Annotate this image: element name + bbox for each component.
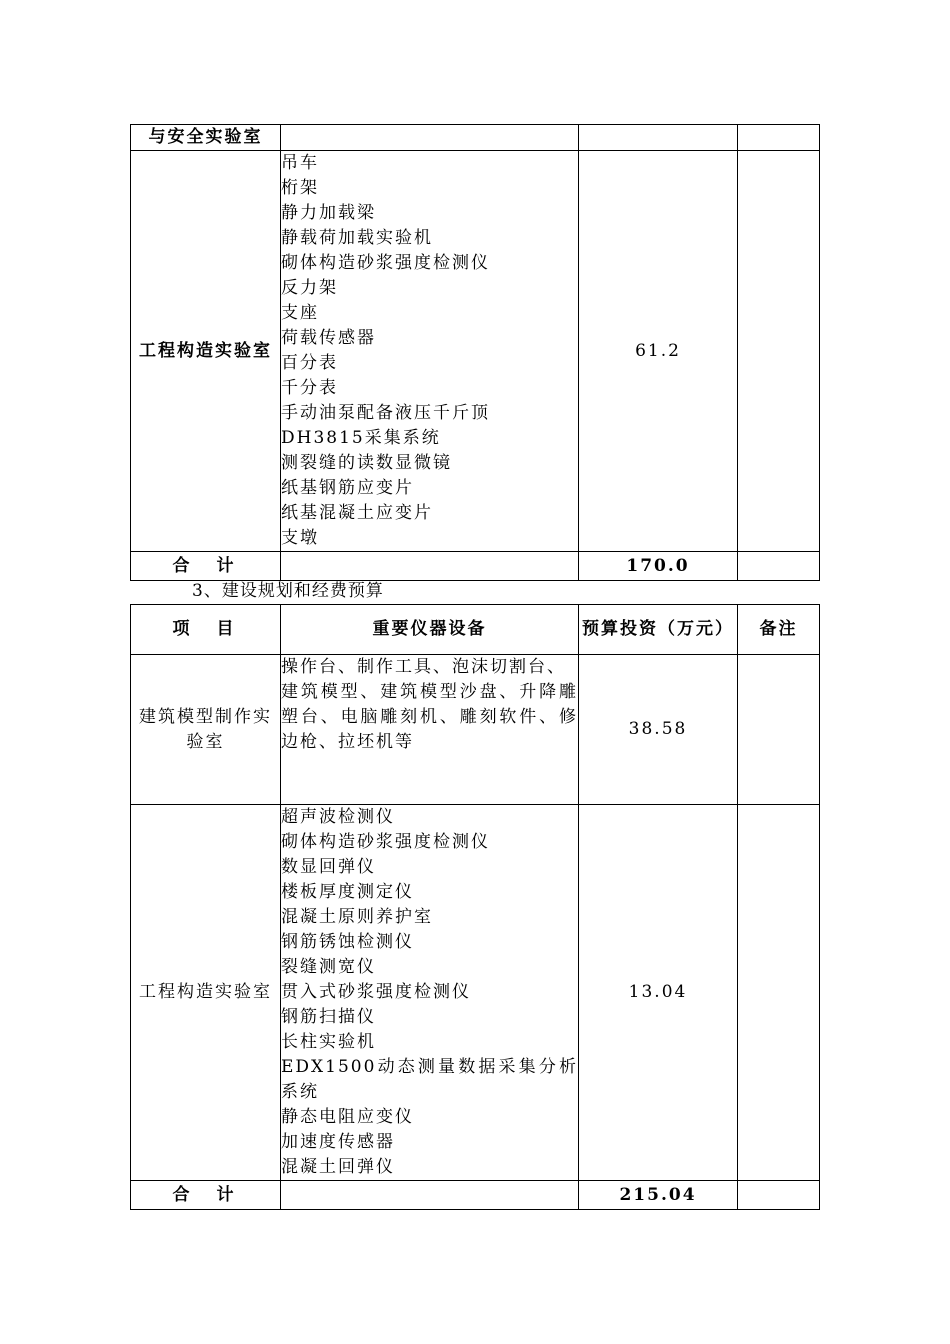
equipment-item: 吊车 bbox=[281, 153, 319, 173]
table-row bbox=[131, 805, 820, 1181]
header-budget: 预算投资（万元） bbox=[579, 605, 738, 655]
equipment-item: DH3815采集系统 bbox=[281, 428, 441, 448]
total-amount: 170.0 bbox=[579, 552, 738, 581]
equipment-item: EDX1500动态测量数据采集分析系统 bbox=[281, 1057, 578, 1102]
equipment-item: 手动油泵配备液压千斤顶 bbox=[281, 403, 490, 423]
total-label: 合 计 bbox=[131, 552, 281, 581]
equipment-item: 混凝土原则养护室 bbox=[281, 907, 433, 927]
equipment-item: 荷载传感器 bbox=[281, 328, 376, 348]
note-cell bbox=[738, 552, 820, 581]
equipment-item: 楼板厚度测定仪 bbox=[281, 882, 414, 902]
equipment-item: 长柱实验机 bbox=[281, 1032, 376, 1052]
equipment-item: 操作台、制作工具、泡沫切割台、 bbox=[281, 657, 566, 677]
equipment-item: 建筑模型、建筑模型沙盘、升降雕塑台、电脑雕刻机、雕刻软件、修边枪、拉坯机等 bbox=[281, 682, 578, 752]
equipment-item: 砌体构造砂浆强度检测仪 bbox=[281, 253, 490, 273]
equipment-item: 钢筋扫描仪 bbox=[281, 1007, 376, 1027]
equipment-item: 贯入式砂浆强度检测仪 bbox=[281, 982, 471, 1002]
equipment-cell bbox=[281, 151, 579, 552]
equipment-item: 支墩 bbox=[281, 528, 319, 548]
equipment-item: 测裂缝的读数显微镜 bbox=[281, 453, 452, 473]
equipment-cell bbox=[281, 1181, 579, 1210]
total-label: 合 计 bbox=[131, 1181, 281, 1210]
equipment-item: 静力加载梁 bbox=[281, 203, 376, 223]
equipment-item: 百分表 bbox=[281, 353, 338, 373]
equipment-item: 桁架 bbox=[281, 178, 319, 198]
table-row bbox=[131, 151, 820, 552]
equipment-table-continued bbox=[130, 124, 820, 581]
table-row bbox=[131, 125, 820, 151]
equipment-item: 支座 bbox=[281, 303, 319, 323]
equipment-cell bbox=[281, 125, 579, 151]
budget-table bbox=[130, 604, 820, 1210]
total-amount: 215.04 bbox=[579, 1181, 738, 1210]
equipment-cell bbox=[281, 552, 579, 581]
note-cell bbox=[738, 1181, 820, 1210]
lab-name-cell: 与安全实验室 bbox=[131, 125, 281, 151]
lab-name-cell: 工程构造实验室 bbox=[131, 151, 281, 552]
equipment-cell bbox=[281, 655, 579, 805]
amount-cell bbox=[579, 125, 738, 151]
note-cell bbox=[738, 655, 820, 805]
header-note: 备注 bbox=[738, 605, 820, 655]
amount-cell: 38.58 bbox=[579, 655, 738, 805]
equipment-item: 静态电阻应变仪 bbox=[281, 1107, 414, 1127]
lab-name-cell: 建筑模型制作实验室 bbox=[131, 655, 281, 805]
equipment-item: 反力架 bbox=[281, 278, 338, 298]
equipment-item: 纸基混凝土应变片 bbox=[281, 503, 433, 523]
total-row bbox=[131, 552, 820, 581]
equipment-item: 裂缝测宽仪 bbox=[281, 957, 376, 977]
note-cell bbox=[738, 151, 820, 552]
equipment-item: 混凝土回弹仪 bbox=[281, 1157, 395, 1177]
equipment-cell bbox=[281, 805, 579, 1181]
amount-cell: 61.2 bbox=[579, 151, 738, 552]
equipment-item: 砌体构造砂浆强度检测仪 bbox=[281, 832, 490, 852]
header-item: 项 目 bbox=[131, 605, 281, 655]
equipment-item: 数显回弹仪 bbox=[281, 857, 376, 877]
header-equipment: 重要仪器设备 bbox=[281, 605, 579, 655]
equipment-item: 千分表 bbox=[281, 378, 338, 398]
note-cell bbox=[738, 805, 820, 1181]
section-caption: 3、建设规划和经费预算 bbox=[192, 581, 384, 601]
table-row bbox=[131, 655, 820, 805]
total-row bbox=[131, 1181, 820, 1210]
equipment-item: 钢筋锈蚀检测仪 bbox=[281, 932, 414, 952]
equipment-item: 超声波检测仪 bbox=[281, 807, 395, 827]
amount-cell: 13.04 bbox=[579, 805, 738, 1181]
lab-name-cell: 工程构造实验室 bbox=[131, 805, 281, 1181]
note-cell bbox=[738, 125, 820, 151]
table-header-row bbox=[131, 605, 820, 655]
equipment-item: 加速度传感器 bbox=[281, 1132, 395, 1152]
equipment-item: 静载荷加载实验机 bbox=[281, 228, 433, 248]
equipment-item: 纸基钢筋应变片 bbox=[281, 478, 414, 498]
